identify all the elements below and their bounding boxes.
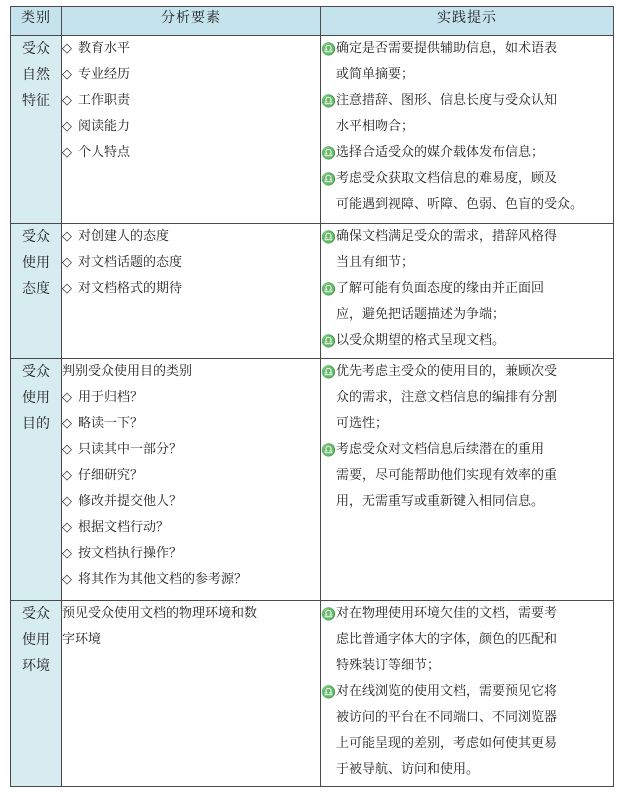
bell-icon: ♎ [321, 334, 336, 348]
list-item: ◇ 略读一下？ [62, 411, 320, 437]
diamond-icon: ◇ [62, 572, 72, 587]
tips-cell [321, 36, 614, 224]
header-category: 类别 [11, 7, 62, 36]
category-cell [11, 359, 62, 601]
list-item: ◇ 对文档话题的态度 [62, 250, 320, 276]
list-item: ◇ 教育水平 [62, 36, 320, 62]
category-line: 使用 [22, 390, 50, 406]
list-item: ◇ 个人特点 [62, 140, 320, 166]
table-row-usage-attitude [11, 224, 614, 359]
diamond-icon: ◇ [62, 416, 72, 431]
elements-cell [62, 601, 321, 787]
diamond-icon: ◇ [62, 229, 72, 244]
tip-item: ♎ 对在物理使用环境欠佳的文档，需要考 虑比普通字体大的字体，颜色的匹配和 特殊装订等细节； [321, 601, 613, 679]
tip-item: ♎ 考虑受众对文档信息后续潜在的重用 需要，尽可能帮助他们实现有效率的重 用，无需重写或重新键入相同信息。 [321, 437, 613, 515]
bell-icon: ♎ [321, 443, 336, 457]
category-line: 特征 [22, 93, 50, 109]
diamond-icon: ◇ [62, 93, 72, 108]
table-row-usage-purpose [11, 359, 614, 601]
bell-icon: ♎ [321, 230, 336, 244]
tip-item: ♎ 注意措辞、图形、信息长度与受众认知 水平相吻合； [321, 88, 613, 140]
tips-cell [321, 224, 614, 359]
header-tips: 实践提示 [321, 7, 614, 36]
diamond-icon: ◇ [62, 281, 72, 296]
table-row-usage-environment [11, 601, 614, 787]
tip-item: ♎ 考虑受众获取文档信息的难易度，顾及 可能遇到视障、听障、色弱、色盲的受众。 [321, 166, 613, 218]
bell-icon: ♎ [321, 172, 336, 186]
tip-item: ♎ 优先考虑主受众的使用目的，兼顾次受 众的需求，注意文档信息的编排有分割 可选性； [321, 359, 613, 437]
category-cell [11, 36, 62, 224]
list-item: ◇ 根据文档行动？ [62, 515, 320, 541]
bell-icon: ♎ [321, 146, 336, 160]
list-item: ◇ 仔细研究？ [62, 463, 320, 489]
list-item: ◇ 只读其中一部分？ [62, 437, 320, 463]
category-line: 使用 [22, 632, 50, 648]
category-line: 使用 [22, 255, 50, 271]
tips-cell [321, 601, 614, 787]
list-item: ◇ 对创建人的态度 [62, 224, 320, 250]
diamond-icon: ◇ [62, 255, 72, 270]
elements-intro: 预见受众使用文档的物理环境和数 [62, 606, 258, 621]
audience-analysis-table [10, 6, 614, 787]
elements-cell [62, 36, 321, 224]
bell-icon: ♎ [321, 42, 336, 56]
diamond-icon: ◇ [62, 442, 72, 457]
category-line: 态度 [22, 281, 50, 297]
category-line: 环境 [22, 658, 50, 674]
bell-icon: ♎ [321, 365, 336, 379]
elements-intro: 判别受众使用目的类别 [62, 364, 193, 379]
diamond-icon: ◇ [62, 41, 72, 56]
diamond-icon: ◇ [62, 520, 72, 535]
category-line: 自然 [22, 67, 50, 83]
category-line: 受众 [22, 41, 50, 57]
diamond-icon: ◇ [62, 468, 72, 483]
table-row-natural-traits [11, 36, 614, 224]
list-item: ◇ 修改并提交他人？ [62, 489, 320, 515]
category-cell [11, 224, 62, 359]
category-cell [11, 601, 62, 787]
diamond-icon: ◇ [62, 390, 72, 405]
list-item: ◇ 用于归档？ [62, 385, 320, 411]
list-item: ◇ 工作职责 [62, 88, 320, 114]
list-item: ◇ 专业经历 [62, 62, 320, 88]
tip-item: ♎ 对在线浏览的使用文档，需要预见它将 被访问的平台在不同端口、不同浏览器 上可能呈现的差别，考虑如何使其更易 于被导航、访问和使用。 [321, 679, 613, 783]
category-line: 受众 [22, 229, 50, 245]
diamond-icon: ◇ [62, 119, 72, 134]
category-line: 目的 [22, 416, 50, 432]
tip-item: ♎ 确保文档满足受众的需求，措辞风格得 当且有细节； [321, 224, 613, 276]
tip-item: ♎ 以受众期望的格式呈现文档。 [321, 328, 613, 354]
list-item: ◇ 阅读能力 [62, 114, 320, 140]
bell-icon: ♎ [321, 282, 336, 296]
diamond-icon: ◇ [62, 494, 72, 509]
elements-cell [62, 224, 321, 359]
list-item: ◇ 将其作为其他文档的参考源？ [62, 567, 320, 593]
header-row [11, 7, 614, 36]
category-line: 受众 [22, 364, 50, 380]
diamond-icon: ◇ [62, 145, 72, 160]
elements-cell [62, 359, 321, 601]
tip-item: ♎ 选择合适受众的媒介载体发布信息； [321, 140, 613, 166]
bell-icon: ♎ [321, 685, 336, 699]
bell-icon: ♎ [321, 607, 336, 621]
list-item: ◇ 按文档执行操作？ [62, 541, 320, 567]
diamond-icon: ◇ [62, 67, 72, 82]
list-item: ◇ 对文档格式的期待 [62, 276, 320, 302]
bell-icon: ♎ [321, 94, 336, 108]
diamond-icon: ◇ [62, 546, 72, 561]
elements-intro: 字环境 [62, 632, 102, 647]
tips-cell [321, 359, 614, 601]
header-elements: 分析要素 [62, 7, 321, 36]
category-line: 受众 [22, 606, 50, 622]
tip-item: ♎ 了解可能有负面态度的缘由并正面回 应，避免把话题描述为争端； [321, 276, 613, 328]
tip-item: ♎ 确定是否需要提供辅助信息，如术语表 或简单摘要； [321, 36, 613, 88]
